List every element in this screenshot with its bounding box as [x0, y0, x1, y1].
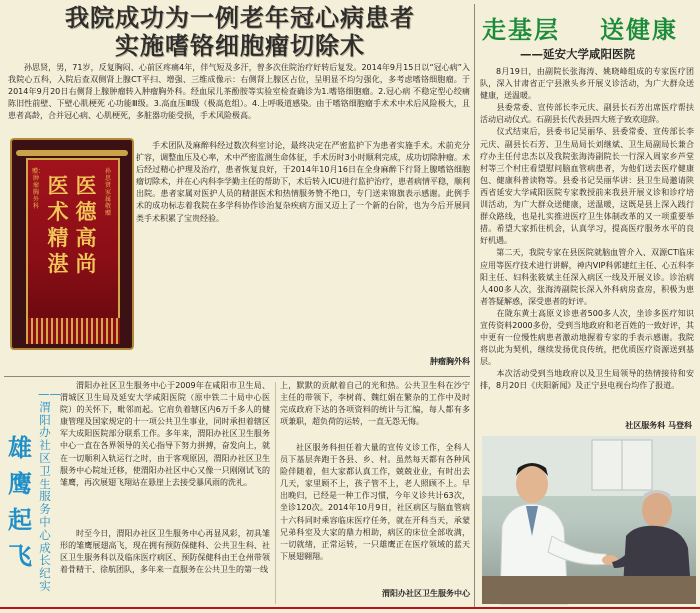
banner-char: 术 [47, 199, 69, 224]
section-title-right: 送健康 [600, 15, 678, 44]
feature-title-char: 鹰 [8, 469, 32, 498]
article-headline-line2: 实施嗜铬细胞瘤切除术 [115, 31, 365, 60]
doctor-consultation-photo [482, 436, 696, 604]
banner-rod [16, 150, 128, 156]
feature-signature: 渭阳办社区卫生服务中心 [382, 589, 470, 598]
section-divider [4, 376, 470, 377]
banner-cloth [26, 158, 120, 322]
feature-body-col2: 上，默默的贡献着自己的光和热。公共卫生科在沙宁主任的带领下，李树蒋、魏红娟在繁杂的工作中及时完成政府下达的各项资料的统计与汇编，每人都有多项兼职，超负荷的运转，一直无怨无悔。 [280, 381, 470, 427]
banner-char: 德 [75, 199, 97, 224]
feature-body-col1: 渭阳办社区卫生服务中心于2009年在咸阳市卫生局、渭城区卫生局及延安大学咸阳医院（原中铁二十局中心医院）的关怀下，毗邻而起。它肩负着辖区内6万千多人的健康管理及国家规定的十一项公共卫生事业，同时承担着辖区军大成阳医院部分联系工作。多年来，渭阳办社区卫生服务中心一直在各界领导的关心指导下努力拼搏，奋发向上，就在一切顺利入轨运行之时，由于客观原因，渭阳办社区卫生服务中心院址迁移，使渭阳办社区中心又像一只刚刚试飞的雏鹰，再次展翅飞翔站在悬崖上去接受暴风雨的洗礼。 [60, 381, 270, 487]
feature-column-divider [275, 382, 276, 604]
column-divider [474, 4, 475, 607]
feature-title-char: 雄 [8, 433, 32, 462]
banner-side-text: 孙思贤家属敬赠 [104, 168, 111, 217]
banner-char: 医 [75, 173, 97, 198]
feature-body-col1b: 时至今日，渭阳办社区卫生服务中心再显风彩，初具雏形的雏鹰展翅高飞，现在拥有预防保健科、公共卫生科、社区卫生服务科以及临床医疗病区、预防保健科由王仓州带领着骨精干、徐航团队，多年来一直服务在公共卫生的第一线 [60, 529, 270, 575]
section-title-left: 走基层 [482, 15, 560, 44]
article-body-main: 手术团队及麻醉科经过数次科室讨论，最终决定在严密监护下为患者实施手术。术前充分扩容，调整血压及心率，术中严密监测生命体征，手术历时3小时顺利完成，成功切除肿瘤。术后经过精心护理及治疗，患者恢复良好，于2014年10月16日在全身麻醉下行肾上腺嗜铬细胞瘤切除术，并在心内科李学勤主任的帮助下，术后转入ICU进行监护治疗，患者病情平稳，顺利出院。患者家属对医护人员的精湛医术和热情服务赞不绝口，专门送来锦旗表示感谢。此例手术的成功标志着我院在多学科协作诊治复杂疾病方面又迈上了一个新的台阶，也为今后开展同类手术积累了宝贵经验。 [136, 141, 470, 223]
banner-donor-text: 赠：肿瘤胸外科 [32, 168, 45, 210]
silk-banner-photo [10, 138, 134, 350]
banner-char: 湛 [47, 251, 69, 276]
banner-char: 尚 [75, 251, 97, 276]
feature-title-char: 飞 [8, 541, 32, 570]
banner-char: 高 [75, 225, 97, 250]
feature-body-col2b: 社区服务科担任着大量的宣传义诊工作，全科人员下基层奔跑于各县、乡、村。虽然每天都有各种风险伴随着，但大家都认真工作，兢兢业业，有时出去几天，家里顾不上，孩子管不上，老人照顾不上。早出晚归，已经是一种工作习惯，今年义诊共计63次，坐诊120次。2014年10月9日，社区病区与脑血管病十六科同时乘容临床医疗任务，就在开科当天，承蒙兄弟科室及大家的鼎力相助，病区的床位全部收满，一切就绪，正常运转，一只雄鹰正在医疗领域的蓝天下展翅翱翔。 [280, 443, 470, 561]
section-body: 8月19日，由副院长张海涛、姚晓峰组成的专家医疗团队，深入甘肃省正宁县湫头乡开展义诊活动，为广大群众送健康，送温暖。 县委常委、宣传部长李元庆、副县长石芳出席医疗帮扶活动启动仪式。石副县长代表县四大班子致欢迎辞。 仪式结束后，县委书记吴丽华、县委常委、宣传部长李元庆、副县长石芳、卫生局局长刘继斌、卫生局副局长兼合疗办主任付忠杰以及我院张海涛副院长一行深入周家乡芦堂村等三个村庄看望慰问脑血管病患者，为他们送去医疗健康包、健康科普读物等。县委书记吴丽华讲：县卫生局邀请陕西省延安大学咸阳医院专家教授前来我县开展义诊和诊疗培训活动，为广大群众送健康，送温暖，这既是县上深入践行群众路线，也是扎实推进医疗卫生体制改革的又一项重要举措。希望大家抓住机会，认真学习，提高医疗服务水平的良好机遇。 第二天，我院专家在县医院就脑血管介入、双源CT临床应用等医疗技术进行讲解，神内VIP科郭建红主任、心五科李阳主任、妇科张筱斌主任深入病区一线及开展义诊。诊治病人400多人次，张海涛副院长深入外科病房查房，积极为患者答疑解惑，深受患者的好评。 在陇东黄土高原义诊患者500多人次，坐诊多医疗知识宣传资料2000多份，受到当地政府和老百姓的一致好评，其中更有一位慢性病患者激动地握着专家的手表示感谢。我院将以此为契机，继续发扬优良传统，把优质医疗资源送到基层。 本次活动受到当地政府以及卫生局领导的热情接待和安排，8月20日《庆阳新闻》及正宁县电视台均作了报道。 [480, 67, 694, 391]
article-headline-line1: 我院成功为一例老年冠心病患者 [65, 3, 415, 32]
banner-fringe [26, 318, 120, 344]
bottom-rule [0, 607, 700, 609]
feature-subtitle: ——渭阳办社区卫生服务中心成长纪实 [38, 387, 61, 593]
banner-char: 精 [47, 225, 69, 250]
section-subtitle: ——延安大学咸阳医院 [520, 47, 635, 61]
article-body-intro: 孙思贤，男，71岁，反复胸闷、心前区疼痛4年，伴气短及多汗，曾多次住院治疗好转后复发。2014年9月15日以“冠心病”入我院心五科，入院后查双侧肾上腺CT平扫、增强、三维成像示：右侧肾上腺区占位，呈明显不均匀强化，多考虑嗜铬细胞瘤。于2014年9月20日右侧肾上腺肿瘤转入肿瘤胸外科。经血尿儿茶酚胺等实验室检查确诊为1.嗜铬细胞瘤。2.冠心病 不稳定型心绞痛 陈旧性前壁、下壁心肌梗死 心功能Ⅲ级。3.高血压Ⅲ级（极高危组）。4.上呼吸道感染。由于嗜铬细胞瘤手术术中术后风险极大，且患者高龄，合并冠心病、心肌梗死，多脏器功能受损，手术风险极高。 [8, 63, 473, 121]
section-signature: 社区服务科 马登科 [625, 421, 692, 430]
article-signature: 肿瘤胸外科 [430, 357, 470, 366]
consultation-scene [482, 436, 696, 604]
feature-title-char: 起 [8, 505, 32, 534]
banner-char: 医 [47, 173, 69, 198]
